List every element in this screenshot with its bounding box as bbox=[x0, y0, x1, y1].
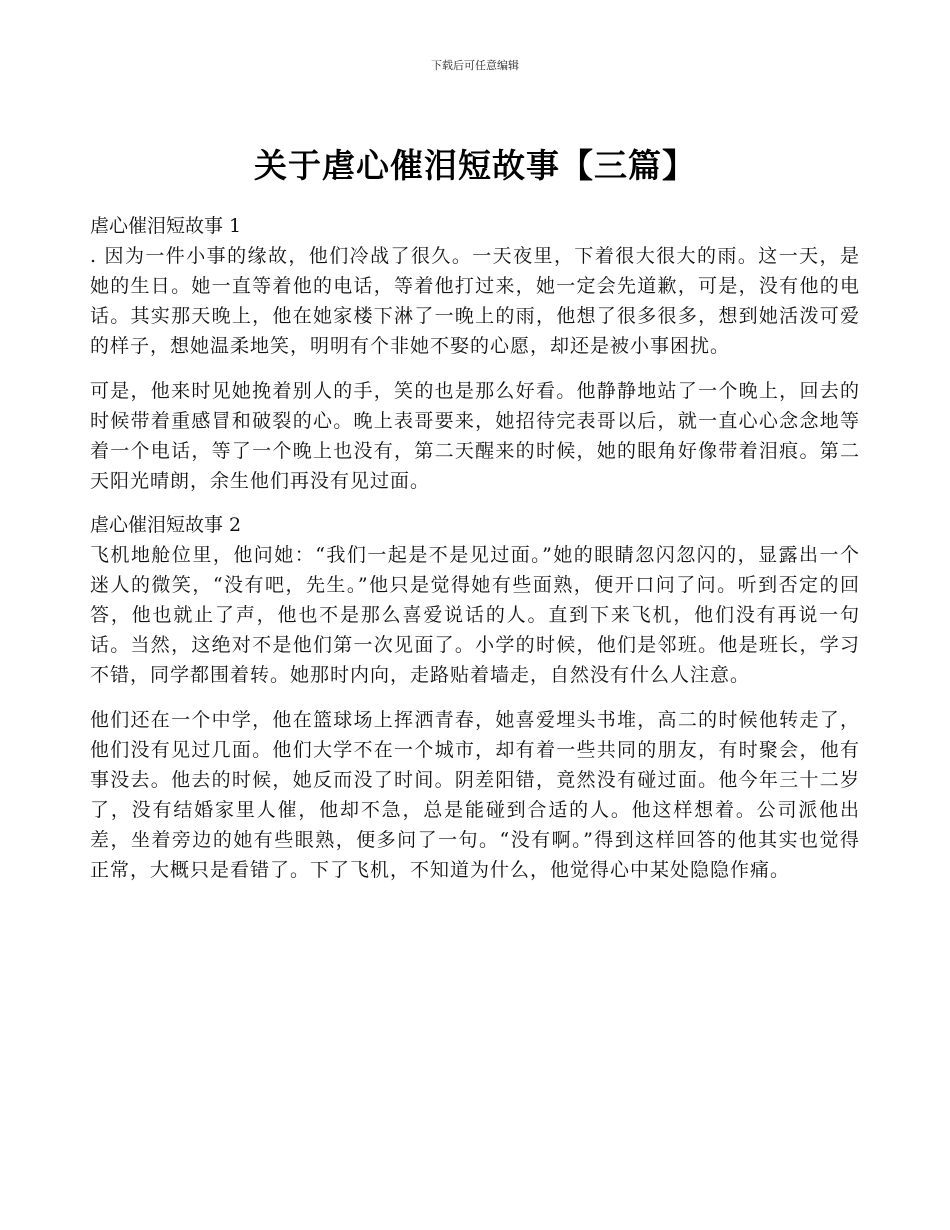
section-heading: 虐心催泪短故事 2 bbox=[90, 514, 242, 536]
story-section-1 bbox=[90, 211, 860, 496]
paragraph: 可是，他来时见她挽着别人的手，笑的也是那么好看。他静静地站了一个晚上，回去的时候带着重感冒和破裂的心。晚上表哥要来，她招待完表哥以后，就一直心心念念地等着一个电话，等了一个晚上也没有，第二天醒来的时候，她的眼角好像带着泪痕。第二天阳光晴朗，余生他们再没有见过面。 bbox=[90, 380, 860, 492]
paragraph: 飞机地舱位里，他问她：“我们一起是不是见过面。”她的眼睛忽闪忽闪的，显露出一个迷人的微笑，“没有吧，先生。”他只是觉得她有些面熟，便开口问了问。听到否定的回答，他也就止了声，他也不是那么喜爱说话的人。直到下来飞机，他们没有再说一句话。当然，这绝对不是他们第一次见面了。小学的时候，他们是邻班。他是班长，学习不错，同学都围着转。她那时内向，走路贴着墙走，自然没有什么人注意。 bbox=[90, 544, 860, 686]
document-title: 关于虐心催泪短故事【三篇】 bbox=[254, 146, 696, 185]
document-body bbox=[90, 211, 860, 899]
story-section-2 bbox=[90, 510, 860, 885]
header-note: 下载后可任意编辑 bbox=[431, 59, 519, 72]
paragraph: 他们还在一个中学，他在篮球场上挥洒青春，她喜爱埋头书堆，高二的时候他转走了，他们没有见过几面。他们大学不在一个城市，却有着一些共同的朋友，有时聚会，他有事没去。他去的时候，她反而没了时间。阴差阳错，竟然没有碰过面。他今年三十二岁了，没有结婚家里人催，他却不急，总是能碰到合适的人。他这样想着。公司派他出差，坐着旁边的她有些眼熟，便多问了一句。“没有啊。”得到这样回答的他其实也觉得正常，大概只是看错了。下了飞机，不知道为什么，他觉得心中某处隐隐作痛。 bbox=[90, 709, 860, 881]
paragraph: . 因为一件小事的缘故，他们冷战了很久。一天夜里，下着很大很大的雨。这一天，是她的生日。她一直等着他的电话，等着他打过来，她一定会先道歉，可是，没有他的电话。其实那天晚上，他在她家楼下淋了一晚上的雨，他想了很多很多，想到她活泼可爱的样子，想她温柔地笑，明明有个非她不娶的心愿，却还是被小事困扰。 bbox=[90, 245, 860, 357]
section-heading: 虐心催泪短故事 1 bbox=[90, 215, 242, 237]
